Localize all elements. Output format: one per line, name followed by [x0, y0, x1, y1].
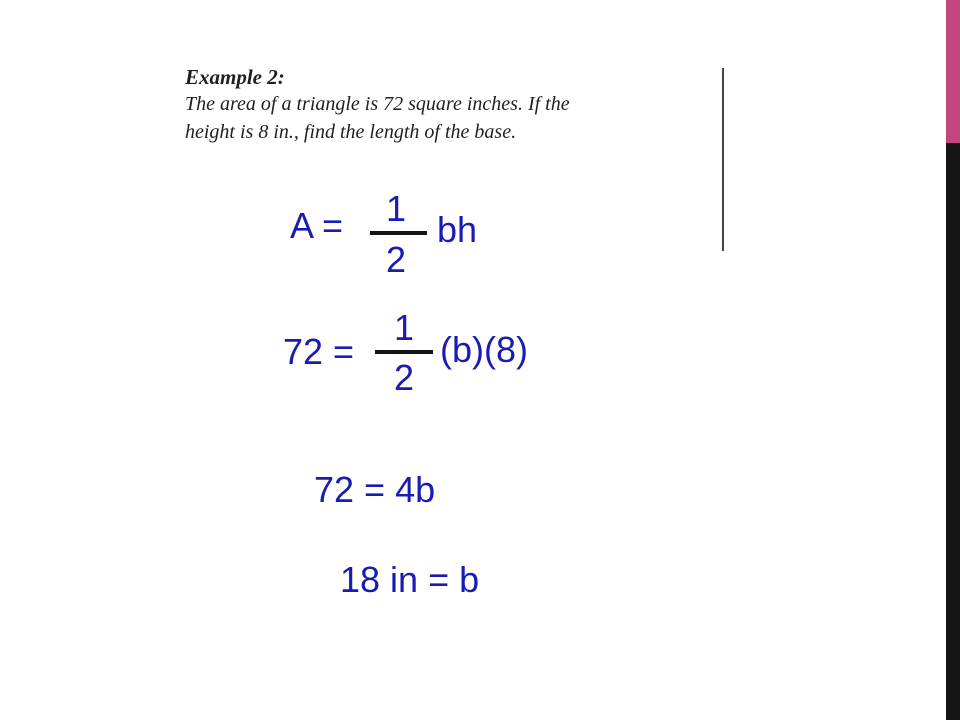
problem-line-2: height is 8 in., find the length of the base.: [185, 121, 517, 143]
step1-fraction-bar: [370, 231, 427, 235]
step2-numerator: 1: [394, 307, 415, 348]
step2-rhs: (b)(8): [440, 329, 528, 370]
problem-statement: [185, 64, 570, 146]
example-title: Example 2:: [185, 65, 285, 89]
vertical-divider: [722, 68, 724, 251]
step1-denominator: 2: [386, 239, 407, 280]
dark-sidebar: [946, 143, 960, 720]
step3-equation: 72 = 4b: [314, 469, 436, 510]
accent-sidebar: [946, 0, 960, 143]
step2-denominator: 2: [394, 357, 415, 398]
step2-lhs: 72 =: [283, 331, 355, 372]
step1-numerator: 1: [386, 188, 407, 229]
step1-lhs: A =: [290, 205, 344, 246]
step1-rhs: bh: [437, 209, 478, 250]
step2-fraction-bar: [375, 350, 433, 354]
problem-line-1: The area of a triangle is 72 square inches. If the: [185, 93, 570, 115]
step4-equation: 18 in = b: [340, 559, 480, 600]
